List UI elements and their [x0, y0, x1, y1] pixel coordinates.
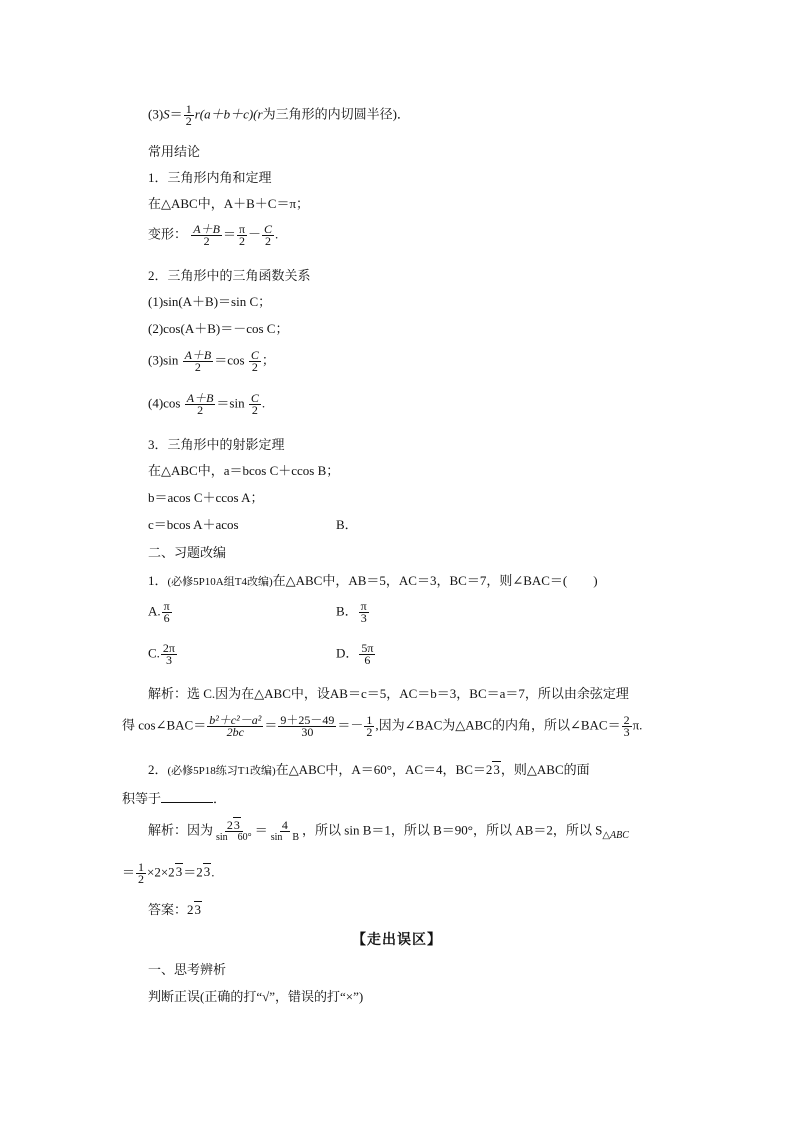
frac-den: sin B	[270, 832, 300, 843]
frac-den: 6	[364, 653, 371, 667]
fraction-numeric	[278, 715, 336, 738]
question-text: 在△ABC中，A＝60°，AC＝4，BC＝2	[275, 762, 493, 777]
sqrt-radicand: 3	[175, 864, 183, 880]
solution1-line1: 解析：选 C.因为在△ABC中，设AB＝c＝5，AC＝b＝3，BC＝a＝7，所以由余弦定理	[148, 686, 629, 701]
line-mid: ＝cos	[214, 352, 245, 368]
eq-sign: ＝	[222, 226, 236, 242]
item2-line2: (2)cos(A＋B)＝－cos C；	[148, 321, 289, 336]
formula-prefix: (3)	[148, 106, 164, 122]
frac-num: 2π	[162, 641, 175, 655]
section-think: 一、思考辨析	[148, 962, 227, 977]
eq-sign: ＝	[122, 864, 136, 880]
line-end: π.	[632, 717, 643, 733]
frac-num: 5π	[361, 641, 374, 655]
line-end: .	[261, 395, 266, 411]
item2-line4	[148, 393, 265, 416]
option-fraction	[359, 643, 375, 666]
fraction-a-plus-b-over-2	[183, 350, 214, 373]
solution2-line1	[148, 820, 629, 844]
option-label: A.	[148, 603, 161, 619]
fraction-a-plus-b-over-2	[191, 224, 222, 247]
item2-line3	[148, 350, 275, 373]
option-label: B．	[336, 603, 358, 619]
frac-num: π	[360, 599, 367, 613]
fraction-c-over-2	[262, 224, 274, 247]
frac-den: 2	[194, 360, 201, 374]
frac-den: 30	[301, 725, 314, 739]
option-label: C.	[148, 645, 160, 661]
frac-den: 3	[360, 611, 367, 625]
frac-den: 3	[165, 653, 172, 667]
frac-den: 2	[366, 725, 373, 739]
formula-eq: ＝	[169, 106, 183, 122]
line-end: ；	[261, 352, 275, 368]
frac-den: 2	[251, 403, 258, 417]
question2	[148, 762, 590, 779]
frac-num: 9＋25－49	[280, 713, 335, 727]
question-number: 2．	[148, 762, 168, 777]
option-b[interactable]	[336, 601, 370, 624]
question1	[148, 573, 598, 590]
frac-num: 1	[366, 713, 373, 727]
fraction-a-plus-b-over-2	[185, 393, 216, 416]
item1-line: 在△ABC中，A＋B＋C＝π；	[148, 196, 310, 211]
question-source: (必修5P10A组T4改编)	[167, 576, 273, 588]
fraction-c-over-2	[249, 350, 261, 373]
item3-line1: 在△ABC中，a＝bcos C＋ccos B；	[148, 463, 340, 478]
frac-den: 2	[197, 403, 204, 417]
fraction-c-over-2	[249, 393, 261, 416]
frac-den: 3	[623, 725, 630, 739]
fraction-law-of-sines-2	[269, 820, 301, 843]
sqrt-radicand: 3	[233, 818, 240, 832]
line-mid: ＝sin	[216, 395, 245, 411]
period: .	[275, 226, 279, 242]
line-prefix: (4)cos	[148, 395, 181, 411]
sqrt-radicand: 3	[194, 902, 202, 917]
frac-den: 2bc	[226, 725, 244, 739]
area-formula-line	[148, 104, 410, 127]
option-fraction	[161, 643, 177, 666]
common-conclusions-heading: 常用结论	[148, 144, 201, 159]
sqrt-radicand: 3	[493, 762, 500, 777]
frac-num: 1	[138, 860, 145, 874]
item2-title: 2．三角形中的三角函数关系	[148, 268, 311, 283]
answer-label: 答案：2	[148, 902, 194, 917]
frac-num: A＋B	[193, 222, 220, 236]
frac-num: A＋B	[184, 348, 212, 362]
fraction-two-thirds	[622, 715, 632, 738]
formula-r: r	[194, 106, 200, 122]
line-prefix: (3)sin	[148, 352, 179, 368]
item1-title: 1．三角形内角和定理	[148, 170, 272, 185]
option-fraction	[162, 601, 172, 624]
item2-line1: (1)sin(A＋B)＝sin C；	[148, 294, 272, 309]
eq-neg: ＝－	[337, 717, 364, 733]
formula-r2: r	[257, 106, 263, 122]
line-eq: ＝2	[183, 864, 203, 880]
frac-num: A＋B	[186, 391, 214, 405]
option-fraction	[359, 601, 369, 624]
option-a[interactable]	[148, 601, 173, 624]
question-number: 1．	[148, 573, 168, 588]
frac-num: 4	[281, 818, 288, 832]
frac-den: 6	[163, 611, 170, 625]
frac-den: 2	[138, 872, 145, 886]
line-mid: ,因为∠BAC为△ABC的内角，所以∠BAC＝	[375, 717, 621, 733]
frac-num: 1	[185, 102, 192, 116]
formula-s: S	[163, 106, 170, 122]
frac-den: 2	[251, 360, 258, 374]
minus-sign: －	[248, 226, 262, 242]
option-d[interactable]	[336, 643, 376, 666]
frac-num: 2	[623, 713, 630, 727]
period: ．	[213, 791, 227, 806]
frac-den: sin 60°	[216, 832, 252, 843]
frac-den: 2	[185, 114, 192, 128]
frac-den: 2	[265, 234, 272, 248]
item1-transform-line	[148, 224, 278, 247]
answer-blank[interactable]	[161, 790, 213, 803]
solution2-line2	[122, 862, 214, 885]
eq-sign: ＝	[264, 717, 278, 733]
fraction-one-half	[184, 104, 194, 127]
option-label: D．	[336, 645, 359, 661]
formula-tail: 为三角形的内切圆半径)．	[262, 106, 410, 122]
frac-num: C	[250, 391, 259, 405]
frac-num: C	[250, 348, 259, 362]
question-text-tail: ，则△ABC的面	[500, 762, 590, 777]
judge-instructions: 判断正误(正确的打“√”，错误的打“×”)	[148, 989, 364, 1004]
item3-line3: c＝bcos A＋acos	[148, 517, 239, 532]
question2-line2	[122, 790, 226, 807]
fraction-pi-over-2	[237, 224, 247, 247]
question-text: 积等于	[122, 791, 162, 806]
frac-num: π	[238, 222, 246, 236]
frac-num: π	[163, 599, 170, 613]
fraction-cosine-law	[207, 715, 263, 738]
question-text: 在△ABC中，AB＝5，AC＝3，BC＝7，则∠BAC＝( )	[272, 573, 598, 588]
frac-den: 2	[238, 234, 245, 248]
answer-line	[148, 902, 202, 918]
formula-body: (a＋b＋c)(	[199, 106, 258, 122]
frac-num: 2	[226, 818, 233, 832]
fraction-one-half	[364, 715, 374, 738]
item3-line2: b＝acos C＋ccos A；	[148, 490, 264, 505]
solution1-line2	[122, 715, 642, 738]
subscript: △ABC	[602, 830, 629, 842]
section2-heading: 二、习题改编	[148, 545, 227, 560]
section-heading: 【走出误区】	[352, 932, 442, 948]
fraction-one-half	[136, 862, 146, 885]
line-body: ×2×2	[147, 864, 175, 880]
option-c[interactable]	[148, 643, 178, 666]
question-source: (必修5P18练习T1改编)	[167, 765, 276, 777]
line-prefix: 解析：因为	[148, 822, 214, 838]
item3-title: 3．三角形中的射影定理	[148, 437, 285, 452]
period: .	[211, 864, 215, 880]
transform-label: 变形：	[148, 226, 188, 242]
frac-num: C	[264, 222, 273, 236]
eq-sign: ＝	[254, 822, 268, 838]
frac-num: b²＋c²－a²	[209, 713, 262, 727]
line-prefix: 得 cos∠BAC＝	[122, 717, 207, 733]
frac-den: 2	[203, 234, 210, 248]
fraction-law-of-sines-1	[214, 820, 254, 843]
line-mid: ，所以 sin B＝1，所以 B＝90°，所以 AB＝2，所以 S	[302, 822, 603, 838]
item3-line3-b: B．	[336, 517, 358, 532]
sqrt-radicand: 3	[203, 864, 211, 880]
